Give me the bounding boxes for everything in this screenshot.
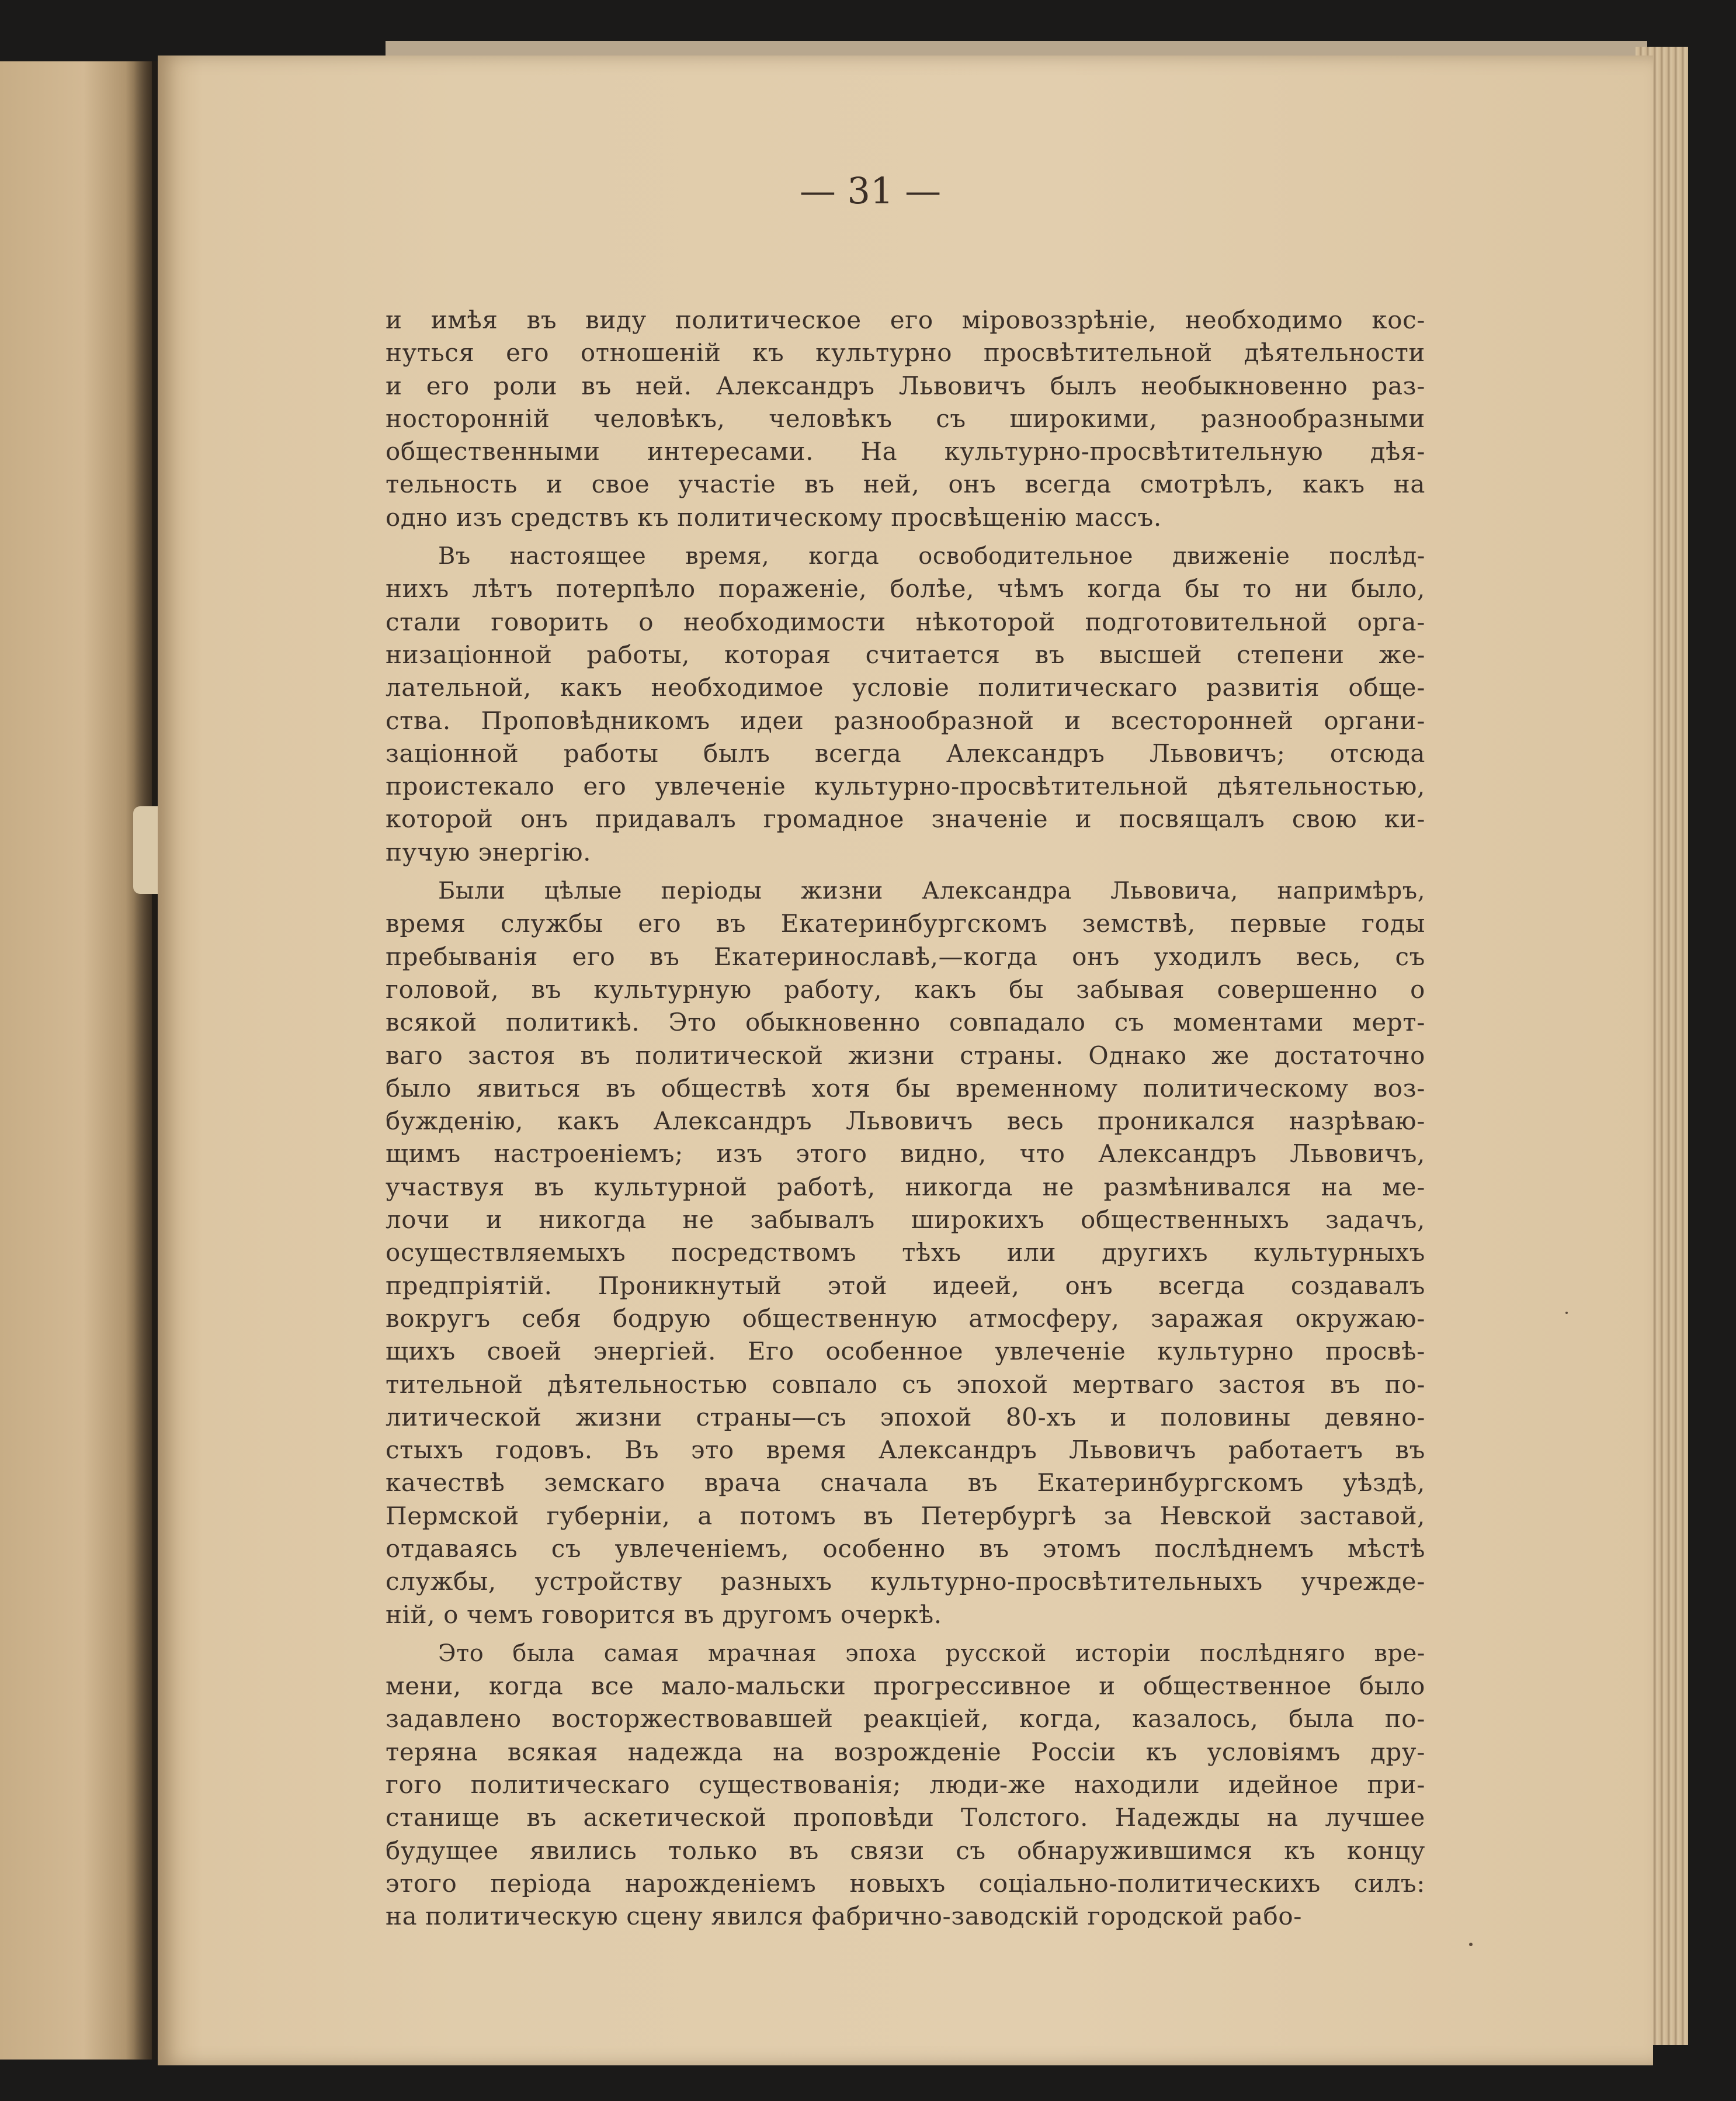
text-line: лательной, какъ необходимое условіе политическаго развитія обще- [386, 673, 1425, 702]
text-line: задавлено восторжествовавшей реакціей, когда, казалось, была по- [386, 1704, 1425, 1734]
text-line: носторонній человѣкъ, человѣкъ съ широкими, разнообразными [386, 404, 1425, 433]
paper-speck [1565, 1312, 1568, 1314]
text-line: заціонной работы былъ всегда Александръ Львовичъ; отсюда [386, 739, 1425, 768]
text-line: стыхъ годовъ. Въ это время Александръ Львовичъ работаетъ въ [386, 1436, 1425, 1465]
paragraph [386, 875, 1425, 1631]
text-line: всякой политикѣ. Это обыкновенно совпадало съ моментами мерт- [386, 1008, 1425, 1037]
text-line: было явиться въ обществѣ хотя бы временному политическому воз- [386, 1073, 1425, 1102]
text-line: и его роли въ ней. Александръ Львовичъ былъ необыкновенно раз- [386, 371, 1425, 400]
text-line: которой онъ придавалъ громадное значеніе и посвящалъ свою ки- [386, 805, 1425, 834]
text-line: пребыванія его въ Екатеринославѣ,—когда онъ уходилъ весь, съ [386, 942, 1425, 971]
text-line: щихъ своей энергіей. Его особенное увлеченіе культурно просвѣ- [386, 1337, 1425, 1366]
text-line: проистекало его увлеченіе культурно-просвѣтительной дѣятельностью, [386, 772, 1425, 801]
text-line: Пермской губерніи, а потомъ въ Петербургѣ за Невской заставой, [386, 1501, 1425, 1530]
text-line: нуться его отношеній къ культурно просвѣтительной дѣятельности [386, 338, 1425, 367]
text-line: щимъ настроеніемъ; изъ этого видно, что Александръ Львовичъ, [386, 1139, 1425, 1169]
text-line: низаціонной работы, которая считается въ высшей степени же- [386, 640, 1425, 669]
text-line: ства. Проповѣдникомъ идеи разнообразной и всесторонней органи- [386, 706, 1425, 735]
text-line: осуществляемыхъ посредствомъ тѣхъ или другихъ культурныхъ [386, 1238, 1425, 1267]
text-line: и имѣя въ виду политическое его міровоззрѣніе, необходимо кос- [386, 306, 1425, 334]
text-line: головой, въ культурную работу, какъ бы забывая совершенно о [386, 975, 1425, 1004]
text-line: вокругъ себя бодрую общественную атмосферу, заражая окружаю- [386, 1303, 1425, 1333]
text-line: стали говорить о необходимости нѣкоторой подготовительной орга- [386, 607, 1425, 636]
text-line: теряна всякая надежда на возрожденіе Россіи къ условіямъ дру- [386, 1737, 1425, 1766]
text-line: тельность и свое участіе въ ней, онъ всегда смотрѣлъ, какъ на [386, 470, 1425, 499]
text-line: отдаваясь съ увлеченіемъ, особенно въ этомъ послѣднемъ мѣстѣ [386, 1534, 1425, 1563]
text-line: лочи и никогда не забывалъ широкихъ общественныхъ задачъ, [386, 1205, 1425, 1235]
text-line: тительной дѣятельностью совпало съ эпохой мертваго застоя въ по- [386, 1370, 1425, 1399]
text-line: предпріятій. Проникнутый этой идеей, онъ всегда создавалъ [386, 1271, 1425, 1300]
text-line: гого политическаго существованія; люди-же находили идейное при- [386, 1770, 1425, 1800]
text-line: Это была самая мрачная эпоха русской исторіи послѣдняго вре- [438, 1639, 1425, 1667]
page-text [386, 304, 1425, 1939]
paragraph [386, 304, 1425, 534]
text-line: станище въ аскетической проповѣди Толстого. Надежды на лучшее [386, 1803, 1425, 1832]
page-number: — 31 — [799, 169, 942, 212]
text-line: литической жизни страны—съ эпохой 80-хъ и половины девяно- [386, 1402, 1425, 1431]
text-line: ваго застоя въ политической жизни страны. Однако же достаточно [386, 1041, 1425, 1070]
text-line: бужденію, какъ Александръ Львовичъ весь проникался назрѣваю- [386, 1107, 1425, 1136]
paper-speck [1469, 1943, 1473, 1946]
text-line: пучую энергію. [386, 837, 592, 866]
text-line: время службы его въ Екатеринбургскомъ земствѣ, первые годы [386, 909, 1425, 938]
text-line: этого періода нарожденіемъ новыхъ соціально-политическихъ силъ: [386, 1868, 1425, 1898]
text-line: службы, устройству разныхъ культурно-просвѣтительныхъ учрежде- [386, 1567, 1425, 1596]
paragraph [386, 540, 1425, 869]
text-line: участвуя въ культурной работѣ, никогда не размѣнивался на ме- [386, 1172, 1425, 1201]
text-line: мени, когда все мало-мальски прогрессивное и общественное было [386, 1672, 1425, 1701]
text-line: на политическую сцену явился фабрично-заводскій городской рабо- [386, 1902, 1303, 1931]
paragraph [386, 1637, 1425, 1933]
text-line: одно изъ средствъ къ политическому просвѣщенію массъ. [386, 502, 1162, 532]
text-line: ній, о чемъ говорится въ другомъ очеркѣ. [386, 1600, 942, 1629]
text-line: Были цѣлые періоды жизни Александра Львовича, напримѣръ, [438, 878, 1425, 905]
text-line: качествѣ земскаго врача сначала въ Екатеринбургскомъ уѣздѣ, [386, 1468, 1425, 1497]
text-line: общественными интересами. На культурно-просвѣтительную дѣя- [386, 437, 1425, 466]
text-line: Въ настоящее время, когда освободительное движеніе послѣд- [438, 543, 1425, 570]
book-page [158, 56, 1653, 2065]
text-line: будущее явились только въ связи съ обнаружившимся къ концу [386, 1836, 1425, 1865]
text-line: нихъ лѣтъ потерпѣло пораженіе, болѣе, чѣмъ когда бы то ни было, [386, 574, 1425, 604]
